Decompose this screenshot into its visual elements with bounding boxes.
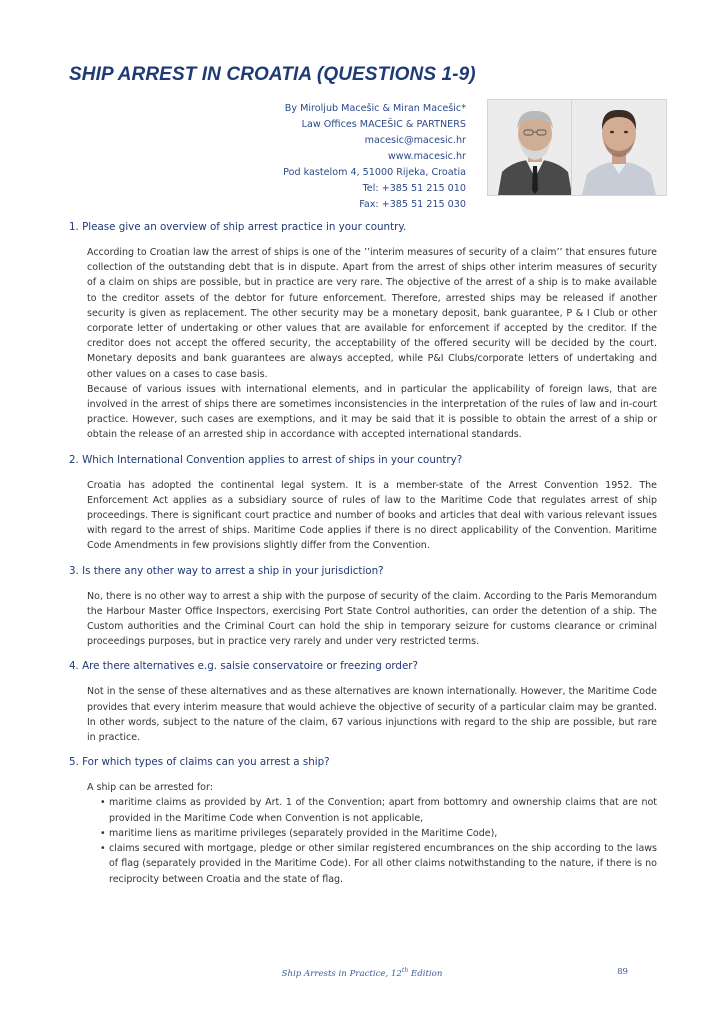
page-footer <box>0 967 724 979</box>
list-item: • maritime liens as maritime privileges (separately provided in the Maritime Code), <box>109 826 657 841</box>
question-3-heading: 3. Is there any other way to arrest a ship in your jurisdiction? <box>69 564 384 577</box>
answer-1-paragraph-2: Because of various issues with international elements, and in particular the applicability of foreign laws, that are involved in the arrest of ships there are sometimes inconsistencies in the interpretation of the rules of law and in-court practice. However, such cases are exemptions, and it may be said that it is possible to obtain the arrest of a ship or obtain the release of an arrested ship in accordance with accepted international standards. <box>87 383 657 441</box>
question-2-heading: 2. Which International Convention applies to arrest of ships in your country? <box>69 453 463 466</box>
answer-5 <box>87 780 657 886</box>
question-5-heading: 5. For which types of claims can you arrest a ship? <box>69 756 330 769</box>
list-item: • maritime claims as provided by Art. 1 of the Convention; apart from bottomry and ownership claims that are not provided in the Maritime Code when Convention is not applicable, <box>109 795 657 825</box>
answer-5-intro: A ship can be arrested for: <box>87 782 213 794</box>
contact-telephone: Tel: +385 51 215 010 <box>362 183 466 194</box>
answer-3 <box>87 589 657 650</box>
answer-4 <box>87 684 657 745</box>
answer-2-paragraph-1: Croatia has adopted the continental legal system. It is a member-state of the Arrest Convention 1952. The Enforcement Act applies as a subsidiary source of rules of law to the Maritime Code that regulates arrest of ship proceedings. There is significant court practice and number of books and articles that deal with various relevant issues with regard to the arrest of ships. Maritime Code applies if there is no direct applicability of the Convention. Maritime Code Amendments in few provisions slightly differ from the Convention. <box>87 479 657 552</box>
article-body <box>69 220 657 897</box>
footer-publication: Ship Arrests in Practice, 12 <box>281 968 402 979</box>
contact-address: Pod kastelom 4, 51000 Rijeka, Croatia <box>283 167 466 178</box>
page-title: SHIP ARREST IN CROATIA (QUESTIONS 1-9) <box>69 64 476 85</box>
claim-types-list <box>87 795 657 886</box>
law-firm-name: Law Offices MACEŠIC & PARTNERS <box>301 119 466 130</box>
list-item: • claims secured with mortgage, pledge or other similar registered encumbrances on the ship according to the laws of flag (separately provided in the Maritime Code). For all other claims notwithstanding to the nature, if there is no reciprocity between Croatia and the state of flag. <box>109 841 657 887</box>
answer-2 <box>87 478 657 554</box>
contact-email: macesic@macesic.hr <box>364 135 466 146</box>
answer-1-paragraph-1: According to Croatian law the arrest of ships is one of the ’’interim measures of security of a claim’’ that ensures future collection of the outstanding debt that is in dispute. Apart from the arrest of ships other interim measures of security of a claim on ships are possible, but in practice are very rare. The objective of the arrest of a ship is to make available to the creditor assets of the debtor for future enforcement. Therefore, arrested ships may be released if another security is given as replacement. The other security may be a monetary deposit, bank guarantee, P & I Club or other corporate letter of undertaking or other values that are available for enforcement if accepted by the creditor. If the creditor does not accept the offered security, the acceptability of the offered security will be decided by the court. Monetary deposits and bank guarantees are always accepted, while P&I Clubs/corporate letters of undertaking and other values on a cases to case basis. <box>87 247 657 380</box>
page-number: 89 <box>617 967 628 977</box>
answer-1 <box>87 245 657 443</box>
author-byline: By Miroljub Macešic & Miran Macešic* <box>284 103 466 114</box>
author-block <box>283 101 466 213</box>
contact-website: www.macesic.hr <box>387 151 466 162</box>
author-photo-1 <box>487 99 583 196</box>
contact-fax: Fax: +385 51 215 030 <box>359 199 466 210</box>
author-photo-2 <box>571 99 667 196</box>
answer-3-paragraph-1: No, there is no other way to arrest a ship with the purpose of security of the claim. According to the Paris Memorandum the Harbour Master Office Inspectors, exercising Port State Control authorities, can order the detention of a ship. The Custom authorities and the Criminal Court can hold the ship in temporary seizure for customs clearance or criminal proceedings purposes, but in practice very rarely and under very restricted terms. <box>87 590 657 648</box>
footer-edition-ordinal: th <box>401 967 409 974</box>
question-4-heading: 4. Are there alternatives e.g. saisie conservatoire or freezing order? <box>69 660 418 673</box>
answer-4-paragraph-1: Not in the sense of these alternatives and as these alternatives are known internationally. However, the Maritime Code provides that every interim measure that would achieve the objective of security of a particular claim may be granted. In other words, subject to the nature of the claim, 67 various injunctions with regard to the ship are possible, but rare in practice. <box>87 686 657 744</box>
question-1-heading: 1. Please give an overview of ship arrest practice in your country. <box>69 221 407 233</box>
footer-edition: Edition <box>408 968 443 979</box>
